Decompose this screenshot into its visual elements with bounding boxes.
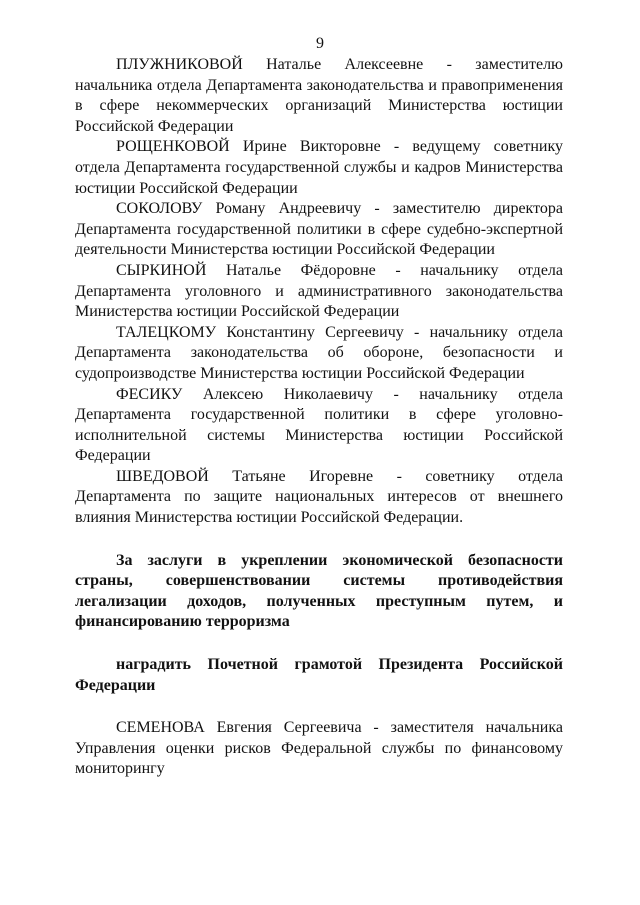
section-gap <box>75 529 563 551</box>
page-number: 9 <box>316 35 324 52</box>
awardee-paragraph: СЕМЕНОВА Евгения Сергеевича - заместителя начальника Управления оценки рисков Федеральной службы по финансовому мониторингу <box>75 719 563 778</box>
recipient-paragraph: ШВЕДОВОЙ Татьяне Игоревне - советнику отдела Департамента по защите национальных интересов от внешнего влияния Министерства юстиции Российской Федерации. <box>75 467 563 527</box>
recipient-paragraph: ПЛУЖНИКОВОЙ Наталье Алексеевне - заместителю начальника отдела Департамента законодательства и правоприменения в сфере некоммерческих организаций Министерства юстиции Российской Федерации <box>75 56 563 135</box>
recipient-paragraph: СЫРКИНОЙ Наталье Фёдоровне - начальнику отдела Департамента уголовного и административного законодательства Министерства юстиции Российской Федерации <box>75 261 563 321</box>
section-gap <box>75 633 563 655</box>
recipient-paragraph: СОКОЛОВУ Роману Андреевичу - заместителю директора Департамента государственной политики в сфере судебно-экспертной деятельности Министерства юстиции Российской Федерации <box>75 200 563 259</box>
recipient-paragraph: ТАЛЕЦКОМУ Константину Сергеевичу - начальнику отдела Департамента законодательства об обороне, безопасности и судопроизводстве Министерства юстиции Российской Федерации <box>75 323 563 382</box>
merit-heading: За заслуги в укреплении экономической безопасности страны, совершенствовании системы противодействия легализации доходов, полученных преступным путем, и финансированию терроризма <box>75 551 563 631</box>
document-body <box>75 55 563 780</box>
recipient-paragraph: ФЕСИКУ Алексею Николаевичу - начальнику отдела Департамента государственной политики в сфере уголовно-исполнительной системы Министерства юстиции Российской Федерации <box>75 385 563 465</box>
recipient-paragraph: РОЩЕНКОВОЙ Ирине Викторовне - ведущему советнику отдела Департамента государственной службы и кадров Министерства юстиции Российской Федерации <box>75 138 563 197</box>
section-gap <box>75 696 563 718</box>
award-heading: наградить Почетной грамотой Президента Российской Федерации <box>75 656 563 694</box>
